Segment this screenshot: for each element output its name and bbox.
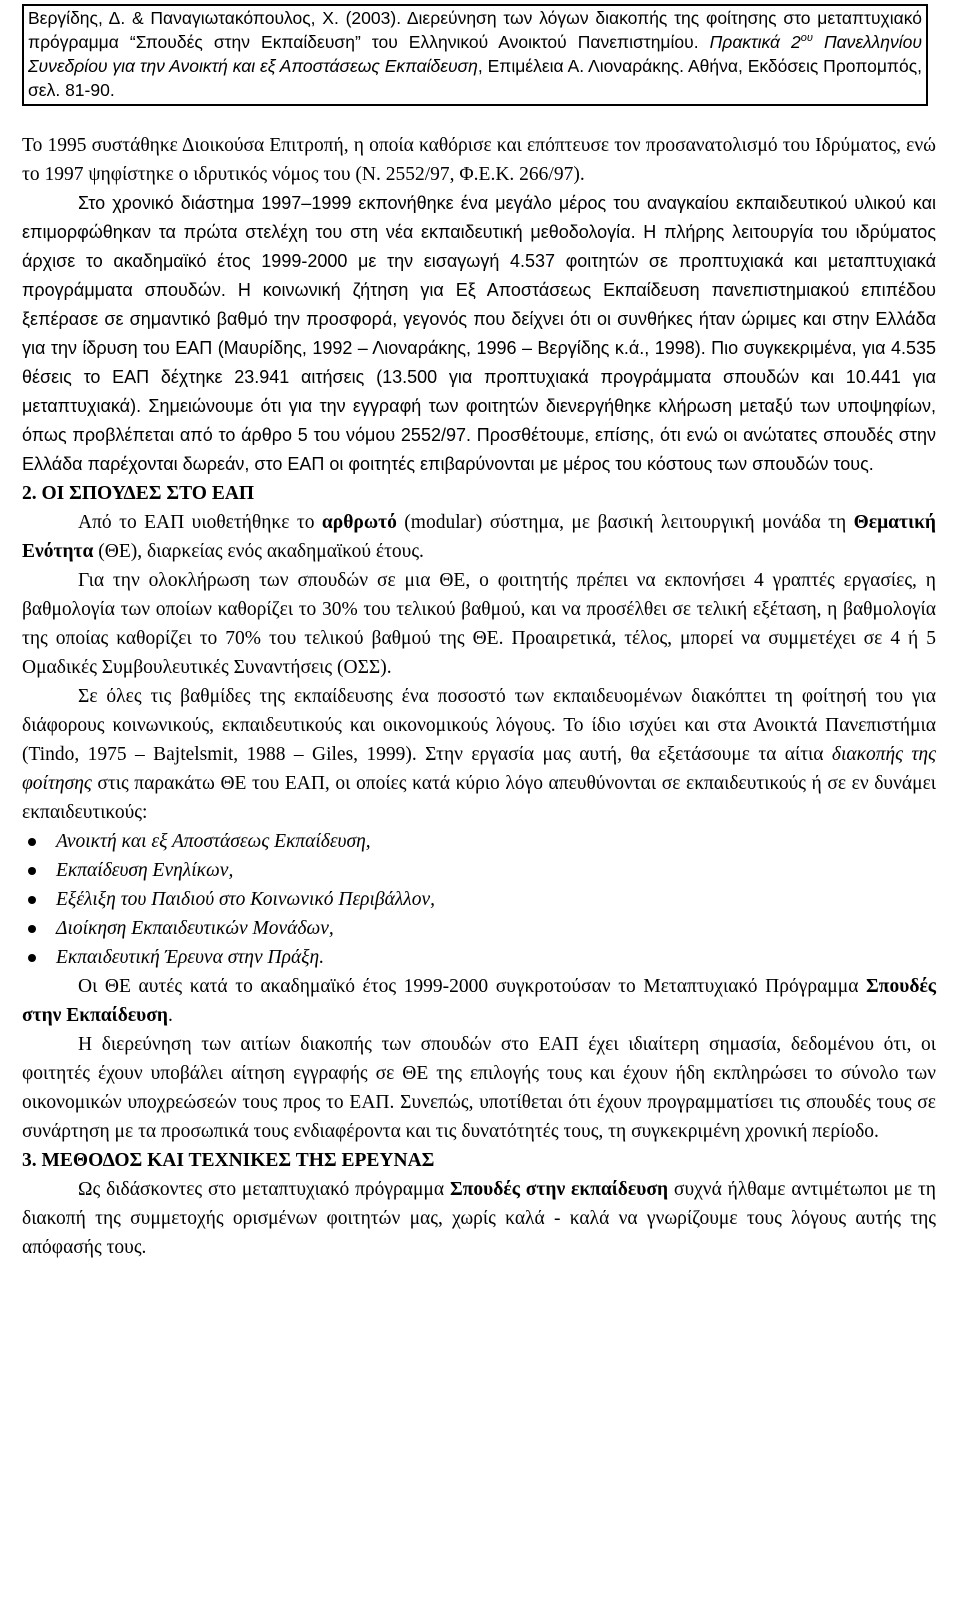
intro-paragraph-2: Στο χρονικό διάστημα 1997–1999 εκπονήθηκε ένα μεγάλο μέρος του αναγκαίου εκπαιδευτικού υλικού και επιμορφώθηκαν τα πρώτα στελέχη του στη νέα εκπαιδευτική μεθοδολογία. Η πλήρης λειτουργία του ιδρύματος άρχισε το ακαδημαϊκό έτος 1999-2000 με την εισαγωγή 4.537 φοιτητών σε προπτυχιακά και μεταπτυχιακά προγράμματα σπουδών. Η κοινωνική ζήτηση για Εξ Αποστάσεως Εκπαίδευση πανεπιστημιακού επιπέδου ξεπέρασε σε σημαντικό βαθμό την προσφορά, γεγονός που δείχνει ότι οι συνθήκες ήταν ώριμες και στην Ελλάδα για την ίδρυση του ΕΑΠ (Μαυρίδης, 1992 – Λιοναράκης, 1996 – Βεργίδης κ.ά., 1998). Πιο συγκεκριμένα, για 4.535 θέσεις το ΕΑΠ δέχτηκε 23.941 αιτήσεις (13.500 για προπτυχιακά προγράμματα σπουδών και 10.441 για μεταπτυχιακά). Σημειώνουμε ότι για την εγγραφή των φοιτητών διενεργήθηκε κλήρωση μεταξύ των υποψηφίων, όπως προβλέπεται από το άρθρο 5 του νόμου 2552/97. Προσθέτουμε, επίσης, ότι ενώ οι ανώτατες σπουδές στην Ελλάδα παρέχονται δωρεάν, στο ΕΑΠ οι φοιτητές επιβαρύνονται με μέρος του κόστους των σπουδών τους. bbox=[22, 193, 936, 474]
modular-term: αρθρωτό bbox=[321, 512, 397, 533]
intro-paragraph-1: Το 1995 συστάθηκε Διοικούσα Επιτροπή, η οποία καθόρισε και επόπτευσε τον προσανατολισμό του Ιδρύματος, ενώ το 1997 ψηφίστηκε ο ιδρυτικός νόμος του (Ν. 2552/97, Φ.Ε.Κ. 266/97). bbox=[22, 135, 936, 185]
bullet-icon bbox=[28, 925, 36, 933]
intro-section bbox=[22, 131, 936, 479]
section-2-paragraph-5: Η διερεύνηση των αιτίων διακοπής των σπουδών στο ΕΑΠ έχει ιδιαίτερη σημασία, δεδομένου ότι, οι φοιτητές έχουν υποβάλει αίτηση εγγραφής σε ΘΕ της επιλογής τους και έχουν ήδη εκπληρώσει το σύνολο των οικονομικών υποχρεώσεών τους προς το ΕΑΠ. Συνεπώς, υποτίθεται ότι έχουν προγραμματίσει τις σπουδές τους σε συνάρτηση με τα προσωπικά τους ενδιαφέροντα και τις δυνατότητές τους, τη συγκεκριμένη χρονική περίοδο. bbox=[22, 1034, 936, 1142]
bullet-icon bbox=[28, 838, 36, 846]
bullet-icon bbox=[28, 867, 36, 875]
document-page bbox=[0, 4, 960, 1620]
citation-proceedings-title: Πρακτικά $2^{o\upsilon}$ Πανελληνίου Συνεδρίου για την Ανοικτή και εξ Αποστάσεως Εκπαίδευση bbox=[28, 32, 922, 76]
program-name: Σπουδές στην Εκπαίδευση bbox=[22, 976, 936, 1026]
section-2-paragraph-4: Οι ΘΕ αυτές κατά το ακαδημαϊκό έτος 1999-2000 συγκροτούσαν το Μεταπτυχιακό Πρόγραμμα Σπουδές στην Εκπαίδευση. bbox=[22, 976, 936, 1026]
bullet-icon bbox=[28, 896, 36, 904]
citation-publisher: , Επιμέλεια Α. Λιοναράκης. Αθήνα, Εκδόσεις Προπομπός, σελ. 81-90. bbox=[28, 56, 923, 100]
program-name-2: Σπουδές στην εκπαίδευση bbox=[449, 1179, 669, 1200]
bullet-icon bbox=[28, 954, 36, 962]
list-item: Εκπαίδευση Ενηλίκων, bbox=[22, 856, 936, 885]
section-2-paragraph-2: Για την ολοκλήρωση των σπουδών σε μια ΘΕ, ο φοιτητής πρέπει να εκπονήσει 4 γραπτές εργασίες, η βαθμολογία των οποίων καθορίζει το 30% του τελικού βαθμού, και να προσέλθει σε τελική εξέταση, η βαθμολογία της οποίας καθορίζει το 70% του τελικού βαθμού της ΘΕ. Προαιρετικά, τέλος, μπορεί να συμμετέχει σε 4 ή 5 Ομαδικές Συμβουλευτικές Συναντήσεις (ΟΣΣ). bbox=[22, 570, 936, 678]
list-item: Εκπαιδευτική Έρευνα στην Πράξη. bbox=[22, 943, 936, 972]
section-3-paragraph-1: Ως διδάσκοντες στο μεταπτυχιακό πρόγραμμα Σπουδές στην εκπαίδευση συχνά ήλθαμε αντιμέτωποι με τη διακοπή της συμμετοχής ορισμένων φοιτητών μας, χωρίς καλά - καλά να γνωρίζουμε τους λόγους αυτής της απόφασής τους. bbox=[22, 1179, 937, 1258]
dropout-term: διακοπής της φοίτησης bbox=[22, 744, 936, 794]
thematic-units-list bbox=[22, 827, 936, 972]
section-2-paragraph-1: Από το ΕΑΠ υιοθετήθηκε το αρθρωτό (modular) σύστημα, με βασική λειτουργική μονάδα τη Θεματική Ενότητα (ΘΕ), διαρκείας ενός ακαδημαϊκού έτους. bbox=[22, 512, 936, 562]
thematic-unit-term: Θεματική Ενότητα bbox=[22, 512, 936, 562]
section-2-paragraph-3: Σε όλες τις βαθμίδες της εκπαίδευσης ένα ποσοστό των εκπαιδευομένων διακόπτει τη φοίτησή του για διάφορους κοινωνικούς, εκπαιδευτικούς και οικονομικούς λόγους. Το ίδιο ισχύει και στα Ανοικτά Πανεπιστήμια (Tindo, 1975 – Bajtelsmit, 1988 – Giles, 1999). Στην εργασία μας αυτή, θα εξετάσουμε τα αίτια διακοπής της φοίτησης στις παρακάτω ΘΕ του ΕΑΠ, οι οποίες κατά κύριο λόγο απευθύνονται σε εκπαιδευτικούς ή σε εν δυνάμει εκπαιδευτικούς: bbox=[22, 686, 936, 823]
list-item: Ανοικτή και εξ Αποστάσεως Εκπαίδευση, bbox=[22, 827, 936, 856]
citation-line1: Βεργίδης, Δ. & Παναγιωτακόπουλος, Χ. (2003). Διερεύνηση των λόγων διακοπής της φοίτησης στο μεταπτυχιακό πρόγραμμα “Σπουδές στην Εκπαίδευση” του Ελληνικού Ανοικτού Πανεπιστημίου. bbox=[28, 8, 922, 52]
citation-box bbox=[22, 4, 928, 106]
citation-superscript: ου bbox=[800, 32, 813, 45]
section-3-heading: 3. ΜΕΘΟΔΟΣ ΚΑΙ ΤΕΧΝΙΚΕΣ ΤΗΣ ΕΡΕΥΝΑΣ bbox=[22, 1150, 435, 1171]
section-2-heading: 2. ΟΙ ΣΠΟΥΔΕΣ ΣΤΟ ΕΑΠ bbox=[22, 483, 255, 504]
list-item: Εξέλιξη του Παιδιού στο Κοινωνικό Περιβάλλον, bbox=[22, 885, 936, 914]
list-item: Διοίκηση Εκπαιδευτικών Μονάδων, bbox=[22, 914, 936, 943]
citation-text bbox=[28, 6, 922, 102]
